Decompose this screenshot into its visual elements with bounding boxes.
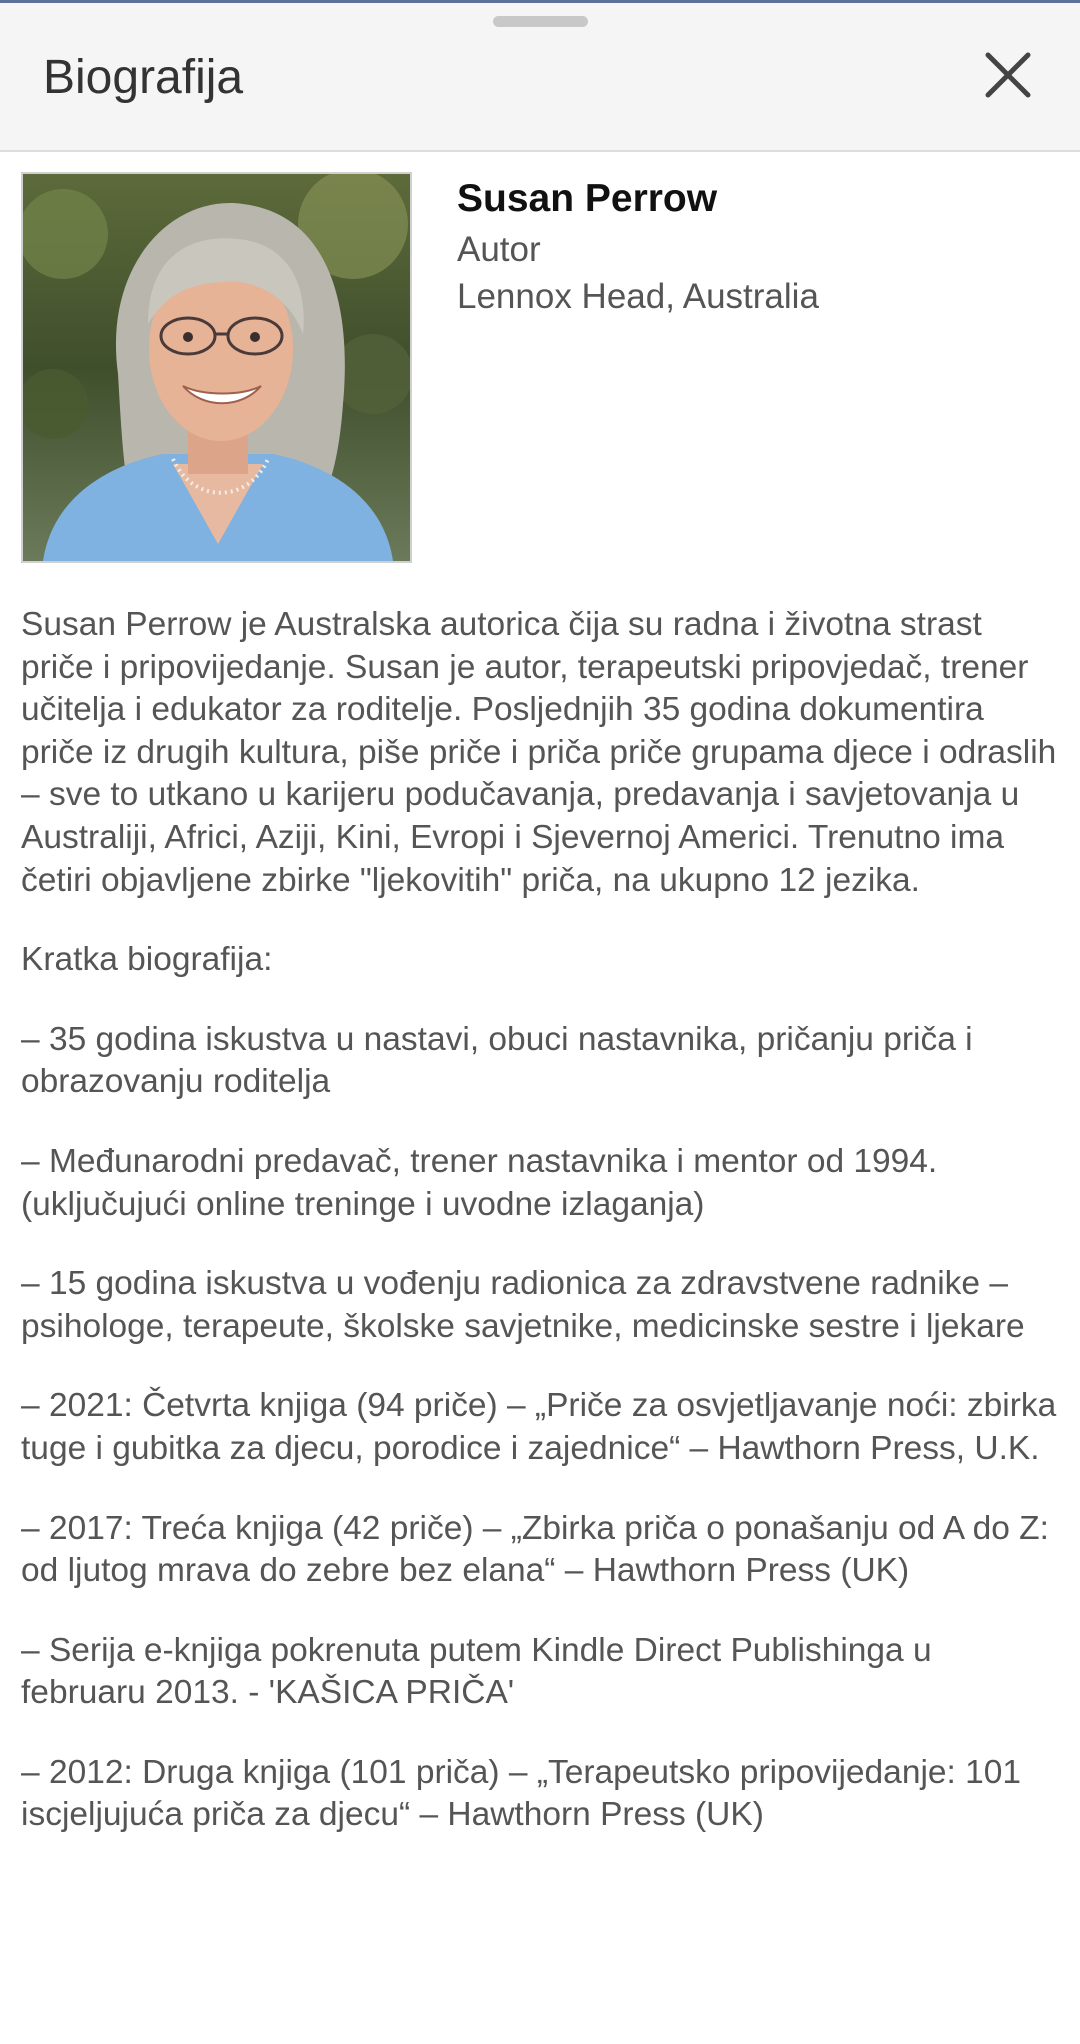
author-name: Susan Perrow xyxy=(457,177,718,220)
bio-item: – Međunarodni predavač, trener nastavnika i mentor od 1994. (uključujući online treninge i uvodne izlaganja) xyxy=(21,1142,938,1223)
bio-item: – Serija e-knjiga pokrenuta putem Kindle Direct Publishinga u februaru 2013. - 'KAŠICA PRIČA' xyxy=(21,1631,932,1712)
bio-intro: Susan Perrow je Australska autorica čija su radna i životna strast priče i pripovijedanje. Susan je autor, terapeutski pripovjedač, trener učitelja i edukator za roditelje. Posljednjih 35 godina dokumentira priče iz drugih kultura, piše priče i priča priče grupama djece i odraslih – sve to utkano u karijeru podučavanja, predavanja i savjetovanja u Australiji, Africi, Aziji, Kini, Evropi i Sjevernoj Americi. Trenutno ima četiri objavljene zbirke "ljekovitih" priča, na ukupno 12 jezika. xyxy=(21,606,1057,899)
portrait-illustration xyxy=(23,174,410,561)
author-role: Autor xyxy=(457,230,541,269)
bio-item: – 2017: Treća knjiga (42 priče) – „Zbirka priča o ponašanju od A do Z: od ljutog mrava do zebre bez elana“ – Hawthorn Press (UK) xyxy=(21,1509,1049,1590)
page-title: Biografija xyxy=(43,51,244,104)
close-button[interactable] xyxy=(978,45,1038,105)
bio-text xyxy=(21,604,1061,1874)
biography-content[interactable] xyxy=(0,152,1080,2044)
bio-item: – 2021: Četvrta knjiga (94 priče) – „Priče za osvjetljavanje noći: zbirka tuge i gubitka za djecu, porodice i zajednice“ – Hawthorn Press, U.K. xyxy=(21,1387,1057,1467)
close-icon xyxy=(978,45,1038,105)
author-photo xyxy=(21,172,412,563)
author-location: Lennox Head, Australia xyxy=(457,277,819,316)
sheet-header xyxy=(0,3,1080,152)
bio-item: – 35 godina iskustva u nastavi, obuci nastavnika, pričanju priča i obrazovanju roditelja xyxy=(21,1020,973,1101)
bio-item: – 15 godina iskustva u vođenju radionica za zdravstvene radnike – psihologe, terapeute, školske savjetnike, medicinske sestre i ljekare xyxy=(21,1265,1025,1345)
drag-handle-icon[interactable] xyxy=(493,16,588,27)
short-bio-label: Kratka biografija: xyxy=(21,941,273,979)
bio-item: – 2012: Druga knjiga (101 priča) – „Terapeutsko pripovijedanje: 101 iscjeljujuća priča za djecu“ – Hawthorn Press (UK) xyxy=(21,1753,1022,1834)
